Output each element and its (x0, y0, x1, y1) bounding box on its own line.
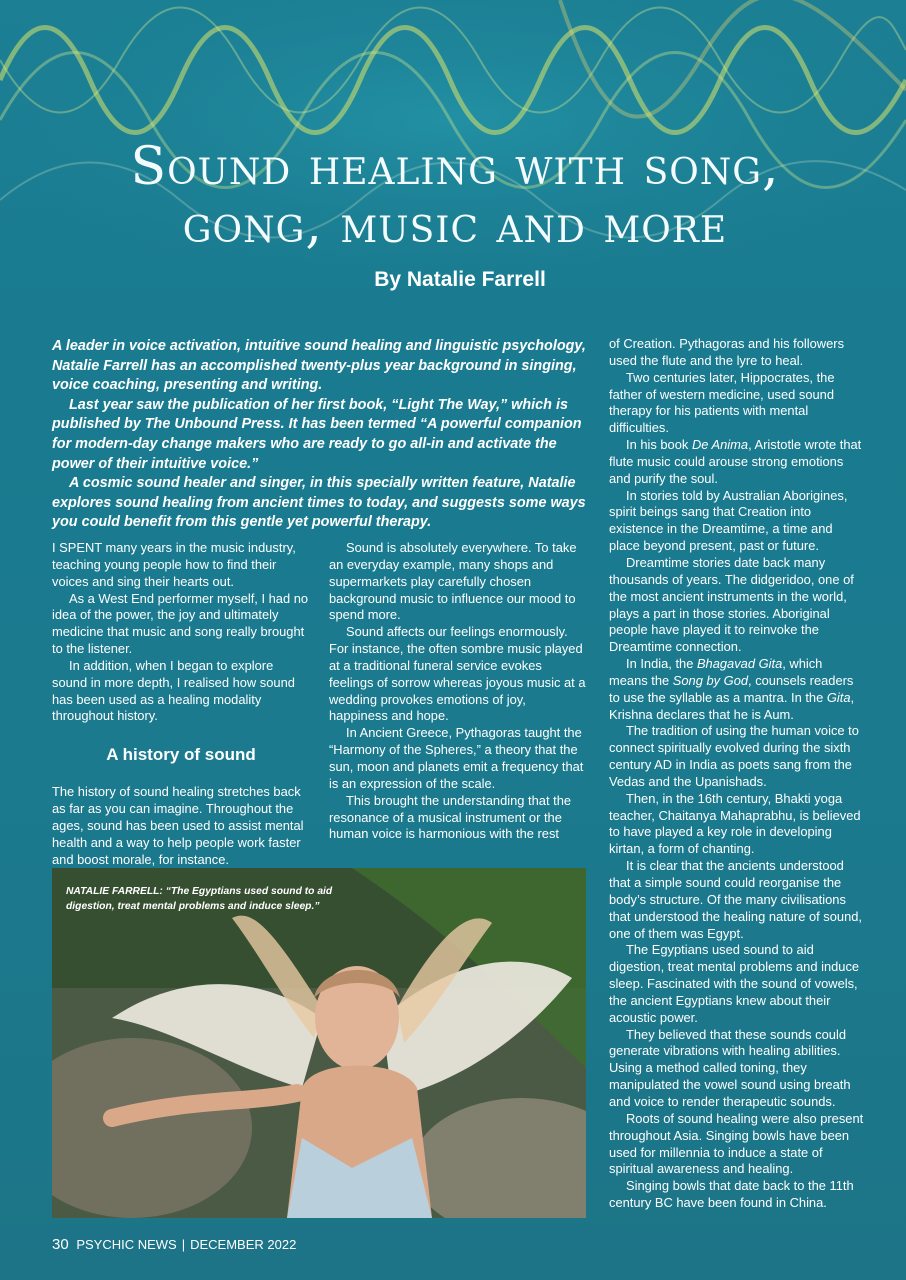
body-paragraph: In Ancient Greece, Pythagoras taught the “Harmony of the Spheres,” a theory that the sun, moon and planets emit a frequency that is an expression of the scale. (329, 725, 584, 791)
photo-illustration (52, 868, 586, 1218)
intro-paragraph: A leader in voice activation, intuitive sound healing and linguistic psychology, Natalie Farrell has an accomplished twenty-plus year background in singing, voice coaching, presenting and writing. (52, 338, 586, 394)
column-1 (52, 540, 310, 868)
body-paragraph: In India, the Bhagavad Gita, which means the Song by God, counsels readers to use the syllable as a mantra. In the Gita, Krishna declares that he is Aum. (609, 656, 855, 722)
footer-divider: | (181, 1237, 186, 1252)
body-paragraph: Singing bowls that date back to the 11th century BC have been found in China. (609, 1178, 854, 1211)
author-photo (52, 868, 586, 1218)
body-paragraph: In addition, when I began to explore sound in more depth, I realised how sound has been used as a healing modality throughout history. (52, 657, 295, 724)
article-title (40, 138, 870, 254)
body-paragraph: of Creation. Pythagoras and his followers used the flute and the lyre to heal. (609, 336, 845, 368)
body-paragraph: As a West End performer myself, I had no idea of the power, the joy and ultimately medicine that music and song really brought to the listener. (52, 590, 309, 657)
intro-paragraph: Last year saw the publication of her first book, “Light The Way,” which is published by The Unbound Press. It has been termed “A powerful companion for modern-day change makers who are ready to go all-in and activate the power of their intuitive voice.” (52, 396, 582, 472)
body-paragraph: Sound is absolutely everywhere. To take an everyday example, many shops and supermarkets play carefully chosen background music to influence our mood to spend more. (329, 540, 577, 623)
body-paragraph: It is clear that the ancients understood that a simple sound could reorganise the body’s structure. Of the many civilisations that understood the healing nature of sound, one of them was Egypt. (609, 858, 862, 941)
title-line-1: Sound healing with song, (130, 137, 780, 197)
body-paragraph: Roots of sound healing were also present throughout Asia. Singing bowls have been used for millennia to induce a state of spiritual awareness and healing. (609, 1110, 864, 1177)
body-paragraph: Then, in the 16th century, Bhakti yoga teacher, Chaitanya Mahaprabhu, is believed to have played a key role in developing kirtan, a form of chanting. (609, 790, 861, 857)
body-paragraph: Sound affects our feelings enormously. For instance, the often sombre music played at a traditional funeral service evokes feelings of sorrow whereas joyous music at a wedding provokes emotions of joy, happiness and hope. (329, 624, 586, 724)
publication-name: PSYCHIC NEWS (76, 1237, 177, 1252)
page-footer (52, 1236, 296, 1253)
body-paragraph: The Egyptians used sound to aid digestion, treat mental problems and induce sleep. Fascinated with the sound of vowels, the ancient Egyptians knew about their acoustic power. (609, 942, 860, 1025)
issue-date: DECEMBER 2022 (190, 1237, 297, 1252)
photo-caption: NATALIE FARRELL: “The Egyptians used sound to aid digestion, treat mental problems and induce sleep.” (66, 886, 333, 912)
title-line-2: gong, music and more (182, 195, 728, 255)
byline: By Natalie Farrell (374, 268, 546, 291)
body-paragraph: This brought the understanding that the resonance of a musical instrument or the human voice is harmonious with the rest (329, 792, 572, 842)
intro-standfirst (52, 337, 590, 533)
body-paragraph: I SPENT many years in the music industry, teaching young people how to find their voices and sing their hearts out. (52, 540, 296, 589)
body-paragraph: They believed that these sounds could generate vibrations with healing abilities. Using a method called toning, they manipulated the vowel sound using breath and voice to render therapeutic sounds. (609, 1026, 851, 1109)
page-number: 30 (52, 1236, 69, 1253)
body-paragraph: In stories told by Australian Aborigines, spirit beings sang that Creation into existence in the Dreamtime, a time and place beyond present, past or future. (609, 487, 848, 554)
column-3 (609, 336, 864, 1212)
body-paragraph: The tradition of using the human voice to connect spiritually evolved during the sixth century AD in India as poets sang from the Vedas and the Upanishads. (609, 723, 859, 789)
body-paragraph: Dreamtime stories date back many thousands of years. The didgeridoo, one of the most ancient instruments in the world, plays a part in those stories. Aboriginal people have played it to reinvoke the Dreamtime connection. (609, 554, 854, 655)
section-heading: A history of sound (106, 745, 256, 765)
body-paragraph: The history of sound healing stretches back as far as you can imagine. Throughout the ages, sound has been used to assist mental health and a way to help people work faster and boost morale, for instance. (52, 784, 304, 867)
intro-paragraph: A cosmic sound healer and singer, in this specially written feature, Natalie explores sound healing from ancient times to today, and suggests some ways you could benefit from this gentle yet powerful therapy. (52, 475, 586, 531)
body-paragraph: Two centuries later, Hippocrates, the father of western medicine, used sound therapy for his patients with mental difficulties. (609, 369, 835, 436)
column-2 (329, 540, 587, 843)
body-paragraph: In his book De Anima, Aristotle wrote that flute music could arouse strong emotions and purify the soul. (609, 437, 862, 486)
